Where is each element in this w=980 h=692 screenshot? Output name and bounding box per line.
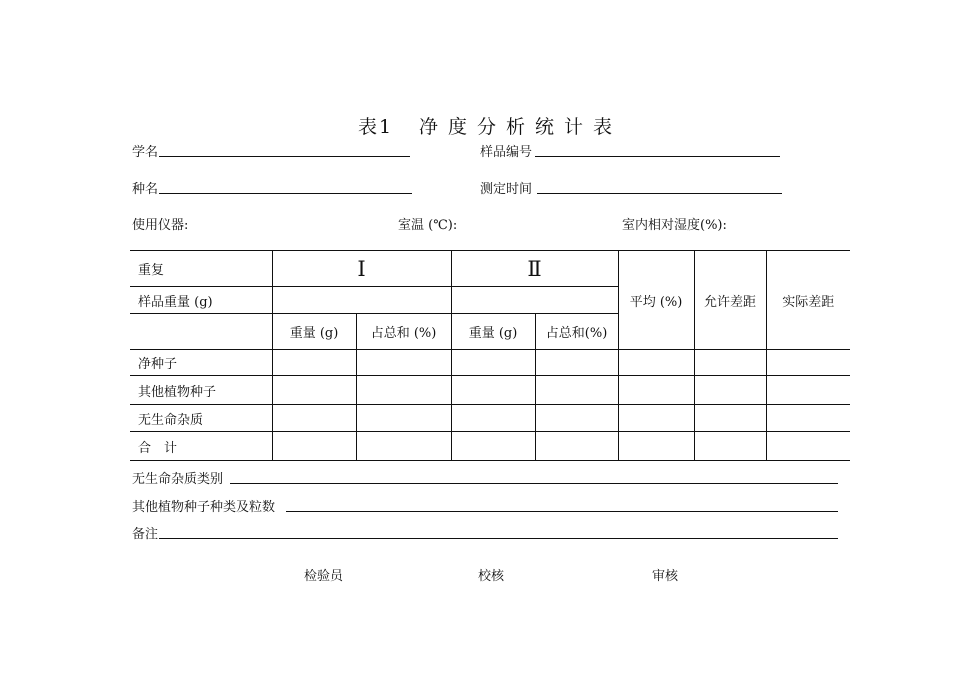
- sample-weight-label: 样品重量 (g): [130, 287, 272, 314]
- sample-weight-cell-1[interactable]: [272, 287, 451, 314]
- data-cell[interactable]: [451, 350, 535, 376]
- data-cell[interactable]: [766, 405, 850, 432]
- data-cell[interactable]: [535, 376, 618, 405]
- data-cell[interactable]: [694, 350, 766, 376]
- data-cell[interactable]: [272, 405, 356, 432]
- weight-col-2: 重量 (g): [451, 314, 535, 350]
- page-title: [0, 112, 980, 139]
- species-name-field[interactable]: [159, 193, 412, 194]
- allowed-diff-header: 允许差距: [694, 251, 766, 350]
- table-row: [130, 376, 850, 405]
- blank-header-cell: [130, 314, 272, 350]
- row-label: 其他植物种子: [130, 376, 272, 405]
- sample-id-label: 样品编号: [480, 145, 533, 160]
- inert-types-field[interactable]: [230, 483, 838, 484]
- data-cell[interactable]: [356, 405, 451, 432]
- data-cell[interactable]: [451, 405, 535, 432]
- data-cell[interactable]: [694, 432, 766, 461]
- data-cell[interactable]: [356, 432, 451, 461]
- other-seeds-field[interactable]: [286, 511, 838, 512]
- data-cell[interactable]: [694, 405, 766, 432]
- remarks-field[interactable]: [159, 538, 838, 539]
- row-label: 合 计: [130, 432, 272, 461]
- test-time-field[interactable]: [537, 193, 782, 194]
- table-row: [130, 405, 850, 432]
- data-cell[interactable]: [535, 405, 618, 432]
- scientific-name-field[interactable]: [159, 156, 410, 157]
- data-cell[interactable]: [535, 350, 618, 376]
- data-cell[interactable]: [766, 350, 850, 376]
- test-time-label: 测定时间: [480, 182, 533, 197]
- percent-col-2: 占总和(%): [535, 314, 618, 350]
- data-cell[interactable]: [356, 350, 451, 376]
- title-name: 净度分析统计表: [419, 116, 623, 138]
- data-cell[interactable]: [272, 376, 356, 405]
- humidity-label: 室内相对湿度(%):: [622, 218, 727, 233]
- row-label: 净种子: [130, 350, 272, 376]
- title-number: 表1: [357, 116, 394, 138]
- inert-types-label: 无生命杂质类别: [132, 472, 224, 487]
- purity-analysis-table: [130, 250, 850, 461]
- row-label: 无生命杂质: [130, 405, 272, 432]
- instrument-label: 使用仪器:: [132, 218, 189, 233]
- data-cell[interactable]: [451, 376, 535, 405]
- replicate-2-header: Ⅱ: [451, 251, 618, 287]
- table-row: [130, 350, 850, 376]
- inspector-label: 检验员: [304, 569, 344, 584]
- other-seeds-label: 其他植物种子种类及粒数: [132, 500, 276, 515]
- data-cell[interactable]: [694, 376, 766, 405]
- percent-col-1: 占总和 (%): [356, 314, 451, 350]
- room-temp-label: 室温 (℃):: [398, 218, 458, 233]
- data-cell[interactable]: [766, 376, 850, 405]
- data-cell[interactable]: [356, 376, 451, 405]
- weight-col-1: 重量 (g): [272, 314, 356, 350]
- data-cell[interactable]: [618, 350, 694, 376]
- sample-id-field[interactable]: [535, 156, 780, 157]
- sample-weight-cell-2[interactable]: [451, 287, 618, 314]
- actual-diff-header: 实际差距: [766, 251, 850, 350]
- data-cell[interactable]: [272, 350, 356, 376]
- scientific-name-label: 学名: [132, 145, 159, 160]
- checker-label: 校核: [478, 569, 505, 584]
- remarks-label: 备注: [132, 527, 159, 542]
- data-cell[interactable]: [272, 432, 356, 461]
- data-cell[interactable]: [451, 432, 535, 461]
- data-cell[interactable]: [618, 405, 694, 432]
- data-cell[interactable]: [618, 432, 694, 461]
- reviewer-label: 审核: [652, 569, 679, 584]
- data-cell[interactable]: [535, 432, 618, 461]
- species-name-label: 种名: [132, 182, 159, 197]
- data-cell[interactable]: [766, 432, 850, 461]
- replicate-label: 重复: [130, 251, 272, 287]
- data-cell[interactable]: [618, 376, 694, 405]
- table-row: [130, 432, 850, 461]
- replicate-1-header: Ⅰ: [272, 251, 451, 287]
- average-header: 平均 (%): [618, 251, 694, 350]
